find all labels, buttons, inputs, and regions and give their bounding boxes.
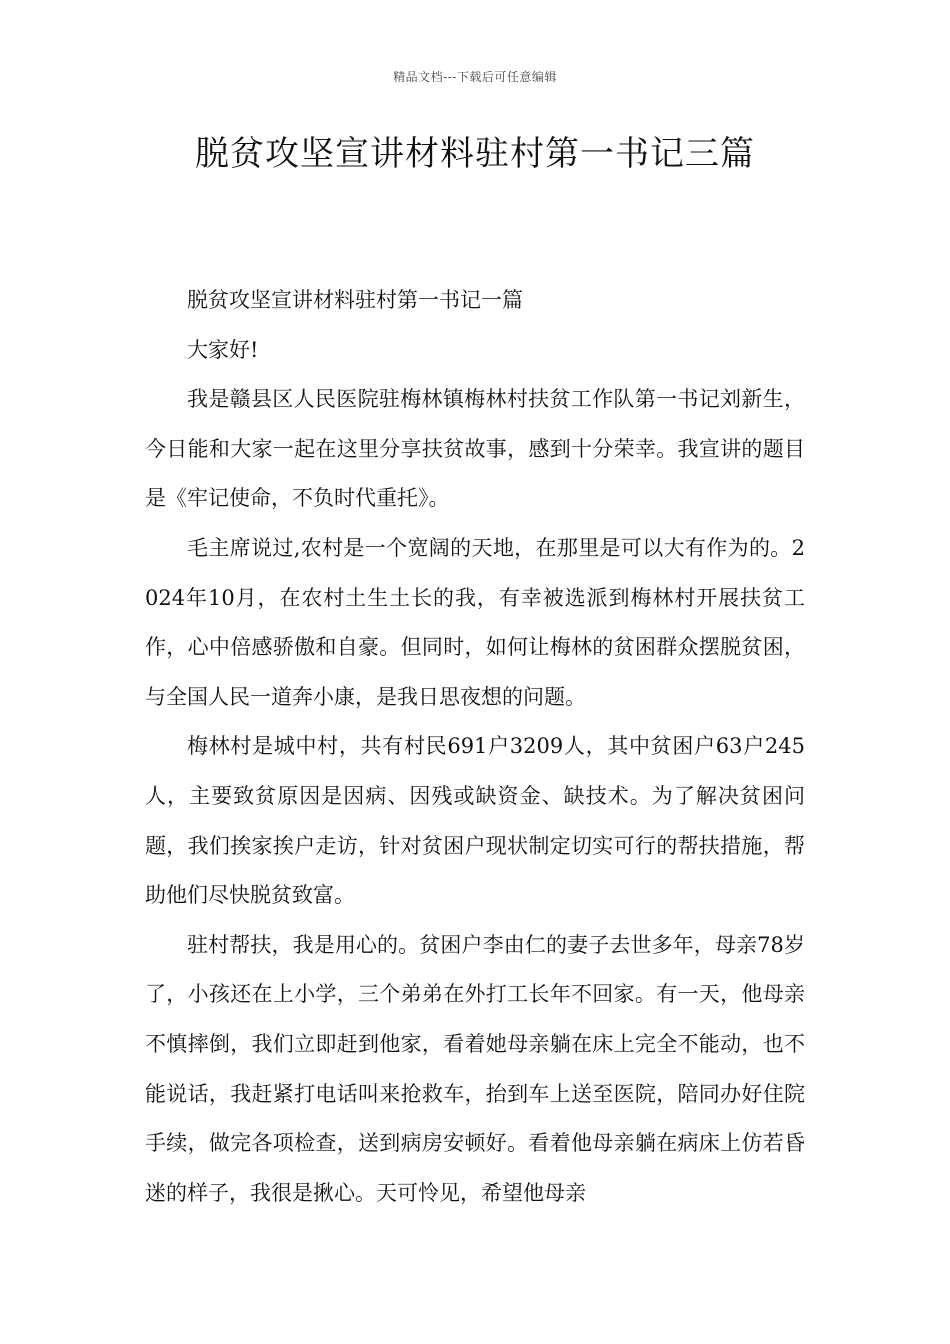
header-note: 精品文档---下载后可任意编辑 <box>393 70 557 84</box>
body-paragraph: 驻村帮扶，我是用心的。贫困户李由仁的妻子去世多年，母亲78岁了，小孩还在上小学，三个弟弟在外打工长年不回家。有一天，他母亲不慎摔倒，我们立即赶到他家，看着她母亲躺在床上完全不能动，也不能说话，我赶紧打电话叫来抢救车，抬到车上送至医院，陪同办好住院手续，做完各项检查，送到病房安顿好。看着他母亲躺在病床上仿若昏迷的样子，我很是揪心。天可怜见，希望他母亲 <box>145 932 805 1205</box>
document-title: 脱贫攻坚宣讲材料驻村第一书记三篇 <box>195 134 755 174</box>
body-paragraph: 我是赣县区人民医院驻梅林镇梅林村扶贫工作队第一书记刘新生，今日能和大家一起在这里分享扶贫故事，感到十分荣幸。我宣讲的题目是《牢记使命，不负时代重托》。 <box>145 387 805 511</box>
document-body <box>145 276 805 1218</box>
greeting-paragraph: 大家好! <box>187 337 259 362</box>
body-paragraph: 梅林村是城中村，共有村民691户3209人，其中贫困户63户245人，主要致贫原因是因病、因残或缺资金、缺技术。为了解决贫困问题，我们挨家挨户走访，针对贫困户现状制定切实可行的帮扶措施，帮助他们尽快脱贫致富。 <box>145 734 806 908</box>
section-heading: 脱贫攻坚宣讲材料驻村第一书记一篇 <box>187 288 523 312</box>
body-paragraph: 毛主席说过,农村是一个宽阔的天地，在那里是可以大有作为的。2024年10月，在农村土生土长的我，有幸被选派到梅林村开展扶贫工作，心中倍感骄傲和自豪。但同时，如何让梅林的贫困群众摆脱贫困，与全国人民一道奔小康，是我日思夜想的问题。 <box>145 535 805 709</box>
